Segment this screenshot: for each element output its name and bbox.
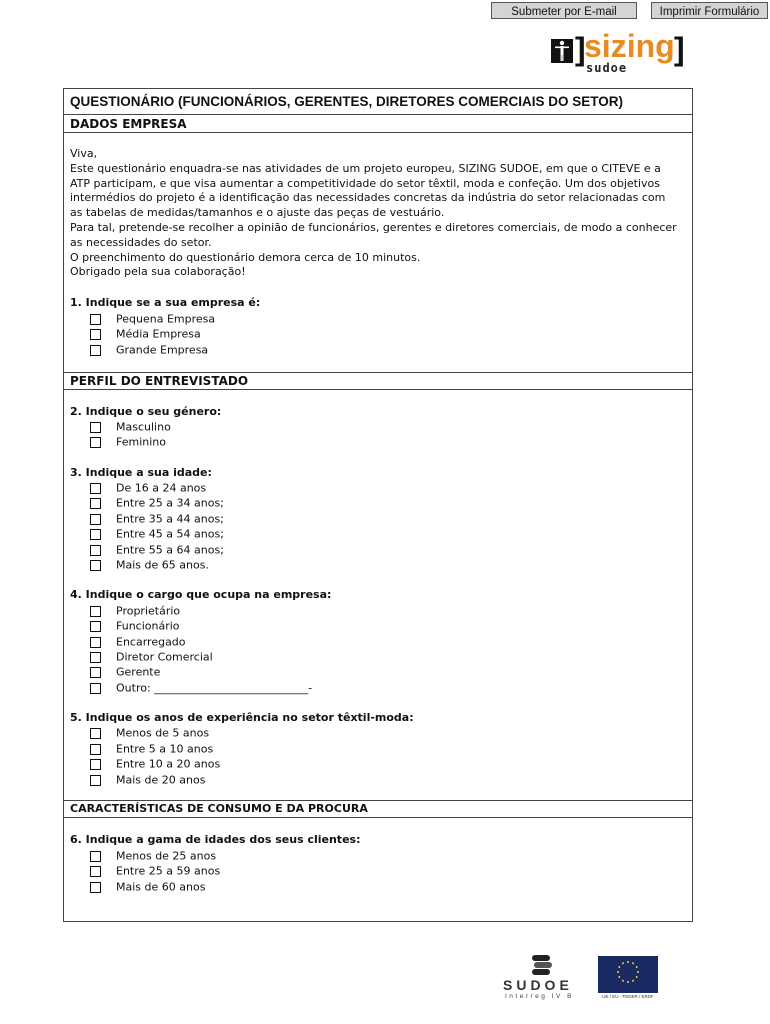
option-row[interactable]	[90, 327, 201, 341]
checkbox[interactable]	[90, 314, 101, 325]
option-label: Menos de 5 anos	[116, 726, 210, 740]
option-label: Mais de 60 anos	[116, 880, 206, 894]
sudoe-logo	[503, 955, 581, 999]
option-label: De 16 a 24 anos	[116, 481, 207, 495]
option-row[interactable]	[90, 742, 213, 756]
checkbox[interactable]	[90, 545, 101, 556]
checkbox[interactable]	[90, 728, 101, 739]
intro-paragraph: Viva,	[70, 147, 98, 160]
option-label: Pequena Empresa	[116, 312, 216, 326]
section-header-consumption: CARACTERÍSTICAS DE CONSUMO E DA PROCURA	[70, 802, 368, 815]
option-label: Proprietário	[116, 604, 181, 618]
option-label: Masculino	[116, 420, 171, 434]
checkbox[interactable]	[90, 529, 101, 540]
questionnaire-form	[63, 88, 693, 922]
sudoe-word: SUDOE	[503, 977, 573, 993]
question-3: 3. Indique a sua idade:	[70, 466, 212, 479]
sudoe-mark	[532, 955, 550, 961]
option-row[interactable]	[90, 773, 205, 787]
eu-stars-icon	[616, 960, 640, 984]
option-label: Entre 45 a 54 anos;	[116, 527, 224, 541]
option-label: Menos de 25 anos	[116, 849, 217, 863]
option-label: Feminino	[116, 435, 166, 449]
option-row[interactable]	[90, 849, 216, 863]
option-row[interactable]	[90, 512, 224, 526]
checkbox[interactable]	[90, 514, 101, 525]
checkbox[interactable]	[90, 866, 101, 877]
option-row[interactable]	[90, 604, 180, 618]
eu-caption: UE / EU - FEDER / ERDF	[602, 994, 654, 999]
option-label: Entre 5 a 10 anos	[116, 742, 214, 756]
checkbox[interactable]	[90, 498, 101, 509]
logo-sub: sudoe	[586, 61, 628, 75]
option-row[interactable]	[90, 757, 220, 771]
checkbox[interactable]	[90, 667, 101, 678]
option-label: Média Empresa	[116, 327, 201, 341]
intro-paragraph: Este questionário enquadra-se nas atividades de um projeto europeu, SIZING SUDOE, em que o CITEVE e a ATP participam, e que visa aumentar a competitividade do setor têxtil, moda e confeção. Um dos objetivos intermédios do projeto é a identificação das necessidades concretas da indústria do setor relacionadas com as tabelas de medidas/tamanhos e o ajuste das peças de vestuário.	[70, 161, 666, 220]
checkbox[interactable]	[90, 683, 101, 694]
sizing-sudoe-logo	[550, 28, 690, 76]
option-row[interactable]	[90, 619, 180, 633]
option-row[interactable]	[90, 864, 220, 878]
option-label: Gerente	[116, 665, 161, 679]
option-row[interactable]	[90, 880, 205, 894]
checkbox[interactable]	[90, 437, 101, 448]
checkbox[interactable]	[90, 851, 101, 862]
option-label: Encarregado	[116, 635, 186, 649]
checkbox[interactable]	[90, 882, 101, 893]
checkbox[interactable]	[90, 621, 101, 632]
other-field[interactable]: Outro: ____________________________-	[116, 681, 313, 695]
question-2: 2. Indique o seu género:	[70, 405, 222, 418]
checkbox[interactable]	[90, 345, 101, 356]
option-row[interactable]	[90, 635, 186, 649]
option-row[interactable]	[90, 665, 160, 679]
section-header-company: DADOS EMPRESA	[70, 117, 187, 131]
option-row[interactable]	[90, 558, 209, 572]
print-form-button[interactable]: Imprimir Formulário	[651, 2, 768, 19]
question-6: 6. Indique a gama de idades dos seus clientes:	[70, 833, 361, 846]
option-row[interactable]	[90, 650, 213, 664]
checkbox[interactable]	[90, 329, 101, 340]
option-label: Mais de 20 anos	[116, 773, 206, 787]
question-4: 4. Indique o cargo que ocupa na empresa:	[70, 588, 332, 601]
checkbox[interactable]	[90, 606, 101, 617]
checkbox[interactable]	[90, 652, 101, 663]
form-title: QUESTIONÁRIO (FUNCIONÁRIOS, GERENTES, DIRETORES COMERCIAIS DO SETOR)	[70, 94, 624, 109]
option-row[interactable]	[90, 726, 209, 740]
logo-bracket-left: ]	[575, 31, 586, 67]
option-label: Entre 25 a 34 anos;	[116, 496, 224, 510]
logo-word: sizing	[584, 28, 675, 64]
person-icon	[551, 39, 573, 63]
question-1: 1. Indique se a sua empresa é:	[70, 296, 261, 309]
checkbox[interactable]	[90, 422, 101, 433]
option-row[interactable]	[90, 435, 166, 449]
divider	[64, 389, 692, 390]
option-label: Grande Empresa	[116, 343, 209, 357]
eu-flag-logo	[598, 956, 658, 993]
intro-paragraph: O preenchimento do questionário demora cerca de 10 minutos.	[70, 250, 421, 264]
option-row[interactable]	[90, 681, 312, 695]
option-label: Entre 35 a 44 anos;	[116, 512, 224, 526]
divider	[64, 817, 692, 818]
option-label: Entre 25 a 59 anos	[116, 864, 221, 878]
option-row[interactable]	[90, 527, 224, 541]
option-label: Mais de 65 anos.	[116, 558, 209, 572]
intro-text	[70, 147, 680, 280]
option-row[interactable]	[90, 343, 208, 357]
question-5: 5. Indique os anos de experiência no setor têxtil-moda:	[70, 711, 414, 724]
option-label: Diretor Comercial	[116, 650, 213, 664]
divider	[64, 114, 692, 115]
checkbox[interactable]	[90, 775, 101, 786]
sudoe-sub: Interreg IV B	[505, 993, 574, 1000]
option-row[interactable]	[90, 312, 215, 326]
divider	[64, 372, 692, 373]
option-row[interactable]	[90, 543, 224, 557]
checkbox[interactable]	[90, 744, 101, 755]
option-label: Entre 10 a 20 anos	[116, 757, 221, 771]
intro-paragraph: Obrigado pela sua colaboração!	[70, 265, 246, 279]
section-header-profile: PERFIL DO ENTREVISTADO	[70, 374, 249, 388]
divider	[64, 132, 692, 133]
option-row[interactable]	[90, 481, 206, 495]
submit-email-button[interactable]: Submeter por E-mail	[491, 2, 637, 19]
option-label: Entre 55 a 64 anos;	[116, 543, 224, 557]
logo-bracket-right: ]	[674, 31, 685, 67]
sudoe-mark	[534, 962, 552, 968]
sudoe-mark	[532, 969, 550, 975]
checkbox[interactable]	[90, 637, 101, 648]
checkbox[interactable]	[90, 560, 101, 571]
checkbox[interactable]	[90, 483, 101, 494]
checkbox[interactable]	[90, 759, 101, 770]
intro-paragraph: Para tal, pretende-se recolher a opinião de funcionários, gerentes e diretores comerciais, de modo a conhecer as necessidades do setor.	[70, 220, 677, 249]
divider	[64, 800, 692, 801]
option-row[interactable]	[90, 420, 171, 434]
option-row[interactable]	[90, 496, 224, 510]
option-label: Funcionário	[116, 619, 180, 633]
